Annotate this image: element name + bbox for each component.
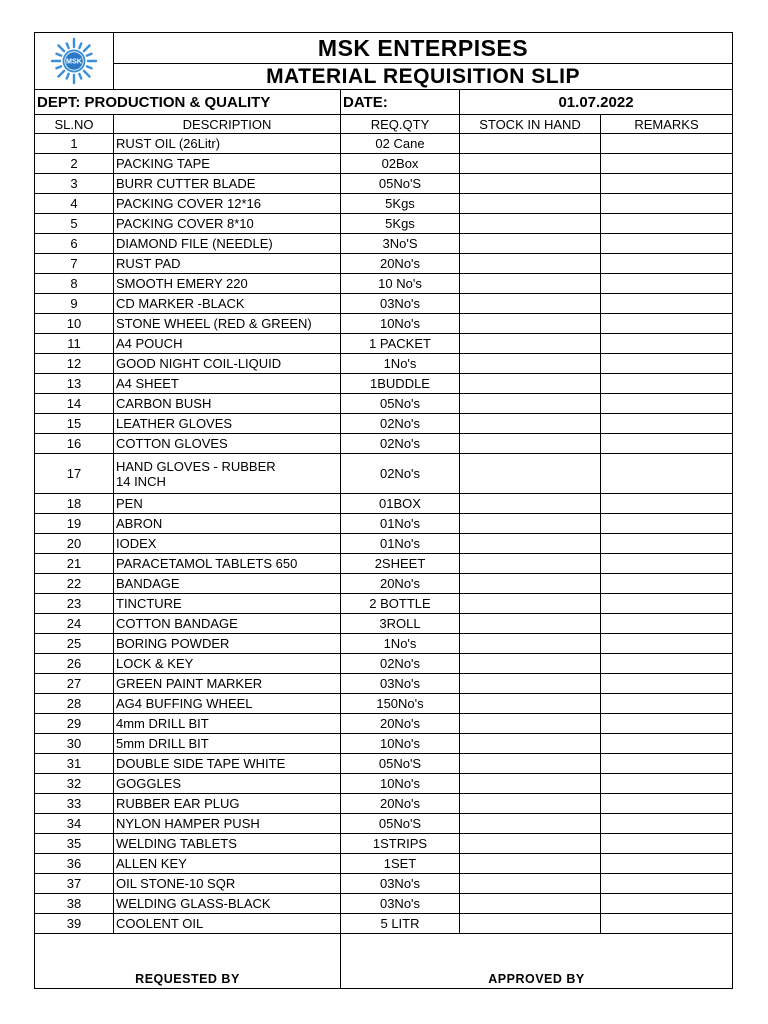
row-stock-in-hand (460, 134, 601, 154)
requisition-table (34, 32, 733, 989)
row-remarks (601, 894, 733, 914)
table-row (35, 814, 733, 834)
row-stock-in-hand (460, 234, 601, 254)
column-header-description: DESCRIPTION (114, 115, 341, 134)
row-stock-in-hand (460, 674, 601, 694)
row-remarks (601, 754, 733, 774)
row-remarks (601, 514, 733, 534)
row-slno: 4 (35, 194, 114, 214)
row-slno: 15 (35, 414, 114, 434)
table-row (35, 434, 733, 454)
row-stock-in-hand (460, 854, 601, 874)
row-description: PACKING COVER 8*10 (114, 214, 341, 234)
sun-burst-logo-icon (49, 36, 99, 86)
row-remarks (601, 414, 733, 434)
row-stock-in-hand (460, 694, 601, 714)
row-remarks (601, 254, 733, 274)
row-slno: 3 (35, 174, 114, 194)
row-stock-in-hand (460, 634, 601, 654)
row-stock-in-hand (460, 294, 601, 314)
row-slno: 37 (35, 874, 114, 894)
row-description: CD MARKER -BLACK (114, 294, 341, 314)
row-remarks (601, 714, 733, 734)
row-remarks (601, 134, 733, 154)
row-req-qty: 10No's (341, 314, 460, 334)
row-req-qty: 01No's (341, 514, 460, 534)
row-description: PACKING COVER 12*16 (114, 194, 341, 214)
row-description: IODEX (114, 534, 341, 554)
row-stock-in-hand (460, 514, 601, 534)
row-remarks (601, 774, 733, 794)
row-slno: 14 (35, 394, 114, 414)
row-slno: 26 (35, 654, 114, 674)
table-row (35, 894, 733, 914)
row-stock-in-hand (460, 874, 601, 894)
logo-ray (87, 54, 92, 56)
row-slno: 33 (35, 794, 114, 814)
row-stock-in-hand (460, 494, 601, 514)
row-remarks (601, 194, 733, 214)
row-stock-in-hand (460, 174, 601, 194)
table-row (35, 514, 733, 534)
logo-ray (87, 66, 92, 68)
row-stock-in-hand (460, 754, 601, 774)
row-stock-in-hand (460, 594, 601, 614)
row-stock-in-hand (460, 554, 601, 574)
table-row (35, 634, 733, 654)
row-req-qty: 5Kgs (341, 214, 460, 234)
company-name: MSK ENTERPISES (114, 33, 733, 64)
table-row (35, 294, 733, 314)
table-row (35, 334, 733, 354)
row-req-qty: 02Box (341, 154, 460, 174)
row-req-qty: 1STRIPS (341, 834, 460, 854)
row-description: HAND GLOVES - RUBBER 14 INCH (114, 454, 341, 494)
row-req-qty: 03No's (341, 674, 460, 694)
row-remarks (601, 174, 733, 194)
row-stock-in-hand (460, 454, 601, 494)
row-description: STONE WHEEL (RED & GREEN) (114, 314, 341, 334)
table-row (35, 594, 733, 614)
row-description: PACKING TAPE (114, 154, 341, 174)
row-req-qty: 5Kgs (341, 194, 460, 214)
row-remarks (601, 534, 733, 554)
table-row (35, 574, 733, 594)
approved-by-label: APPROVED BY (341, 934, 733, 989)
row-req-qty: 2 BOTTLE (341, 594, 460, 614)
row-stock-in-hand (460, 834, 601, 854)
row-remarks (601, 214, 733, 234)
row-stock-in-hand (460, 534, 601, 554)
row-slno: 29 (35, 714, 114, 734)
row-description: DIAMOND FILE (NEEDLE) (114, 234, 341, 254)
row-slno: 18 (35, 494, 114, 514)
row-slno: 16 (35, 434, 114, 454)
row-description: WELDING TABLETS (114, 834, 341, 854)
row-remarks (601, 594, 733, 614)
row-remarks (601, 394, 733, 414)
row-slno: 39 (35, 914, 114, 934)
signature-row (35, 934, 733, 989)
row-remarks (601, 874, 733, 894)
row-slno: 2 (35, 154, 114, 174)
row-remarks (601, 574, 733, 594)
row-remarks (601, 314, 733, 334)
logo-ray (58, 45, 64, 51)
row-remarks (601, 274, 733, 294)
row-remarks (601, 654, 733, 674)
table-row (35, 834, 733, 854)
row-req-qty: 02No's (341, 434, 460, 454)
row-stock-in-hand (460, 574, 601, 594)
table-row (35, 854, 733, 874)
row-stock-in-hand (460, 814, 601, 834)
table-row (35, 174, 733, 194)
row-description: SMOOTH EMERY 220 (114, 274, 341, 294)
row-slno: 24 (35, 614, 114, 634)
row-description: 5mm DRILL BIT (114, 734, 341, 754)
logo-text: MSK (66, 56, 82, 66)
row-description: TINCTURE (114, 594, 341, 614)
row-remarks (601, 734, 733, 754)
row-remarks (601, 554, 733, 574)
row-stock-in-hand (460, 154, 601, 174)
row-req-qty: 10No's (341, 734, 460, 754)
table-row (35, 354, 733, 374)
row-req-qty: 150No's (341, 694, 460, 714)
department-label: DEPT: PRODUCTION & QUALITY (35, 90, 341, 115)
row-stock-in-hand (460, 734, 601, 754)
table-row (35, 274, 733, 294)
column-header-stock-in-hand: STOCK IN HAND (460, 115, 601, 134)
row-req-qty: 05No's (341, 394, 460, 414)
row-req-qty: 20No's (341, 714, 460, 734)
row-description: GOOD NIGHT COIL-LIQUID (114, 354, 341, 374)
row-slno: 31 (35, 754, 114, 774)
row-req-qty: 1BUDDLE (341, 374, 460, 394)
row-description: PEN (114, 494, 341, 514)
requested-by-label: REQUESTED BY (35, 934, 341, 989)
row-stock-in-hand (460, 434, 601, 454)
row-remarks (601, 854, 733, 874)
row-req-qty: 10No's (341, 774, 460, 794)
row-remarks (601, 494, 733, 514)
row-description: BURR CUTTER BLADE (114, 174, 341, 194)
row-slno: 13 (35, 374, 114, 394)
row-slno: 7 (35, 254, 114, 274)
row-req-qty: 05No'S (341, 814, 460, 834)
row-description: CARBON BUSH (114, 394, 341, 414)
row-slno: 21 (35, 554, 114, 574)
row-remarks (601, 814, 733, 834)
row-req-qty: 01No's (341, 534, 460, 554)
row-slno: 6 (35, 234, 114, 254)
table-row (35, 494, 733, 514)
row-stock-in-hand (460, 374, 601, 394)
row-remarks (601, 374, 733, 394)
table-row (35, 374, 733, 394)
row-description: LOCK & KEY (114, 654, 341, 674)
row-slno: 22 (35, 574, 114, 594)
table-row (35, 754, 733, 774)
logo-ray (67, 43, 69, 48)
row-stock-in-hand (460, 894, 601, 914)
table-row (35, 914, 733, 934)
row-req-qty: 1 PACKET (341, 334, 460, 354)
row-stock-in-hand (460, 914, 601, 934)
row-remarks (601, 694, 733, 714)
logo-ray (56, 54, 61, 56)
row-description: RUBBER EAR PLUG (114, 794, 341, 814)
table-row (35, 874, 733, 894)
row-stock-in-hand (460, 194, 601, 214)
row-slno: 1 (35, 134, 114, 154)
row-description: PARACETAMOL TABLETS 650 (114, 554, 341, 574)
table-row (35, 734, 733, 754)
row-remarks (601, 614, 733, 634)
logo-ray (79, 74, 81, 79)
row-stock-in-hand (460, 254, 601, 274)
row-description: ALLEN KEY (114, 854, 341, 874)
row-stock-in-hand (460, 274, 601, 294)
table-row (35, 134, 733, 154)
logo-ray (58, 71, 64, 77)
row-description: GOGGLES (114, 774, 341, 794)
page-title: MATERIAL REQUISITION SLIP (114, 64, 733, 90)
row-description: WELDING GLASS-BLACK (114, 894, 341, 914)
row-req-qty: 05No'S (341, 174, 460, 194)
row-req-qty: 20No's (341, 254, 460, 274)
date-label: DATE: (341, 90, 460, 115)
row-stock-in-hand (460, 334, 601, 354)
row-slno: 28 (35, 694, 114, 714)
table-row (35, 774, 733, 794)
row-remarks (601, 234, 733, 254)
row-slno: 27 (35, 674, 114, 694)
requisition-sheet (34, 32, 732, 989)
table-row (35, 214, 733, 234)
row-description: COOLENT OIL (114, 914, 341, 934)
table-row (35, 694, 733, 714)
row-description: A4 POUCH (114, 334, 341, 354)
row-stock-in-hand (460, 714, 601, 734)
table-row (35, 414, 733, 434)
row-remarks (601, 294, 733, 314)
table-row (35, 794, 733, 814)
table-row (35, 454, 733, 494)
row-remarks (601, 674, 733, 694)
row-remarks (601, 794, 733, 814)
row-description: AG4 BUFFING WHEEL (114, 694, 341, 714)
row-remarks (601, 334, 733, 354)
row-req-qty: 1No's (341, 634, 460, 654)
row-req-qty: 02No's (341, 414, 460, 434)
row-slno: 19 (35, 514, 114, 534)
row-remarks (601, 354, 733, 374)
logo-ray (56, 66, 61, 68)
table-row (35, 554, 733, 574)
table-row (35, 714, 733, 734)
row-req-qty: 1SET (341, 854, 460, 874)
table-row (35, 254, 733, 274)
row-description: BORING POWDER (114, 634, 341, 654)
row-description: 4mm DRILL BIT (114, 714, 341, 734)
row-slno: 17 (35, 454, 114, 494)
row-slno: 11 (35, 334, 114, 354)
column-header-row (35, 115, 733, 134)
row-description: ABRON (114, 514, 341, 534)
row-req-qty: 03No's (341, 894, 460, 914)
row-stock-in-hand (460, 794, 601, 814)
row-req-qty: 5 LITR (341, 914, 460, 934)
row-stock-in-hand (460, 654, 601, 674)
row-slno: 8 (35, 274, 114, 294)
logo-ray (67, 74, 69, 79)
row-slno: 12 (35, 354, 114, 374)
row-description: A4 SHEET (114, 374, 341, 394)
row-stock-in-hand (460, 394, 601, 414)
row-description: LEATHER GLOVES (114, 414, 341, 434)
row-remarks (601, 154, 733, 174)
row-slno: 20 (35, 534, 114, 554)
row-remarks (601, 634, 733, 654)
row-req-qty: 02 Cane (341, 134, 460, 154)
row-description: COTTON BANDAGE (114, 614, 341, 634)
row-stock-in-hand (460, 314, 601, 334)
row-description: RUST OIL (26Litr) (114, 134, 341, 154)
row-req-qty: 20No's (341, 794, 460, 814)
date-value: 01.07.2022 (460, 90, 733, 115)
column-header-slno: SL.NO (35, 115, 114, 134)
table-row (35, 534, 733, 554)
logo-cell (35, 33, 114, 90)
row-description: NYLON HAMPER PUSH (114, 814, 341, 834)
row-req-qty: 02No's (341, 454, 460, 494)
row-description: RUST PAD (114, 254, 341, 274)
row-stock-in-hand (460, 214, 601, 234)
row-slno: 23 (35, 594, 114, 614)
row-req-qty: 01BOX (341, 494, 460, 514)
row-slno: 34 (35, 814, 114, 834)
row-description: BANDAGE (114, 574, 341, 594)
row-remarks (601, 454, 733, 494)
row-remarks (601, 834, 733, 854)
row-req-qty: 10 No's (341, 274, 460, 294)
row-remarks (601, 434, 733, 454)
row-slno: 5 (35, 214, 114, 234)
table-row (35, 674, 733, 694)
row-req-qty: 03No's (341, 874, 460, 894)
row-description: OIL STONE-10 SQR (114, 874, 341, 894)
table-row (35, 154, 733, 174)
table-row (35, 654, 733, 674)
row-req-qty: 3No'S (341, 234, 460, 254)
table-row (35, 194, 733, 214)
row-stock-in-hand (460, 354, 601, 374)
row-slno: 30 (35, 734, 114, 754)
table-row (35, 394, 733, 414)
row-slno: 35 (35, 834, 114, 854)
row-slno: 10 (35, 314, 114, 334)
table-row (35, 314, 733, 334)
row-description: COTTON GLOVES (114, 434, 341, 454)
column-header-req-qty: REQ.QTY (341, 115, 460, 134)
row-req-qty: 3ROLL (341, 614, 460, 634)
row-stock-in-hand (460, 414, 601, 434)
logo-ray (84, 71, 90, 77)
row-req-qty: 2SHEET (341, 554, 460, 574)
table-row (35, 614, 733, 634)
row-req-qty: 02No's (341, 654, 460, 674)
row-req-qty: 1No's (341, 354, 460, 374)
row-stock-in-hand (460, 614, 601, 634)
row-description: GREEN PAINT MARKER (114, 674, 341, 694)
row-slno: 36 (35, 854, 114, 874)
row-remarks (601, 914, 733, 934)
column-header-remarks: REMARKS (601, 115, 733, 134)
row-req-qty: 03No's (341, 294, 460, 314)
row-slno: 25 (35, 634, 114, 654)
row-slno: 9 (35, 294, 114, 314)
row-slno: 32 (35, 774, 114, 794)
row-slno: 38 (35, 894, 114, 914)
row-stock-in-hand (460, 774, 601, 794)
logo-ray (79, 43, 81, 48)
table-row (35, 234, 733, 254)
row-description: DOUBLE SIDE TAPE WHITE (114, 754, 341, 774)
row-req-qty: 20No's (341, 574, 460, 594)
logo-ray (84, 45, 90, 51)
row-req-qty: 05No'S (341, 754, 460, 774)
